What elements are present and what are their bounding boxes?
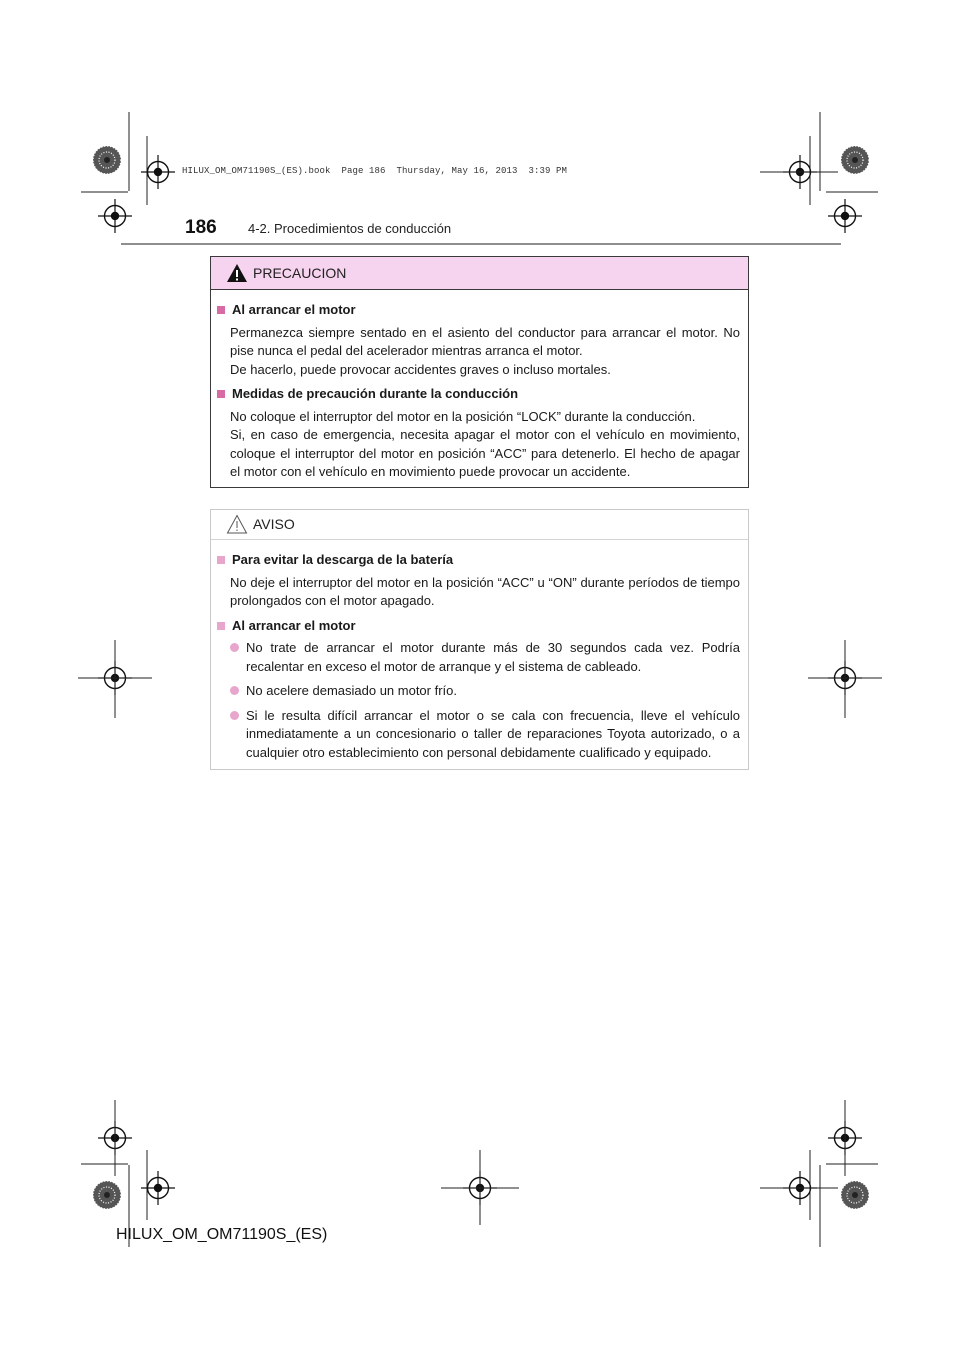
caution-paragraph: De hacerlo, puede provocar accidentes graves o incluso mortales. bbox=[230, 361, 611, 377]
book-info-line: HILUX_OM_OM71190S_(ES).book Page 186 Thursday, May 16, 2013 3:39 PM bbox=[182, 166, 568, 176]
registration-target-icon bbox=[141, 1171, 175, 1205]
notice-item bbox=[217, 617, 740, 763]
caution-item bbox=[217, 301, 740, 379]
caution-title: PRECAUCION bbox=[253, 265, 347, 281]
registration-target-icon bbox=[98, 199, 132, 233]
notice-bullet-text: No trate de arrancar el motor durante más de 30 segundos cada vez. Podría recalentar en exceso el motor de arranque y el sistema de cableado. bbox=[246, 640, 740, 674]
caution-paragraph: Permanezca siempre sentado en el asiento del conductor para arrancar el motor. No pise nunca el pedal del acelerador mientras arranca el motor. bbox=[230, 324, 740, 358]
notice-title: AVISO bbox=[253, 516, 295, 532]
caution-paragraph: No coloque el interruptor del motor en la posición “LOCK” durante la conducción. bbox=[230, 408, 696, 424]
page-number: 186 bbox=[185, 217, 217, 238]
caution-item-heading: Medidas de precaución durante la conducción bbox=[232, 386, 519, 401]
square-bullet-icon bbox=[217, 390, 225, 398]
notice-bullet bbox=[230, 707, 740, 763]
round-bullet-icon bbox=[230, 711, 239, 720]
round-bullet-icon bbox=[230, 643, 239, 652]
notice-bullet bbox=[230, 639, 740, 676]
notice-box bbox=[210, 509, 749, 770]
notice-item-heading: Para evitar la descarga de la batería bbox=[232, 552, 454, 567]
notice-paragraph: No deje el interruptor del motor en la posición “ACC” u “ON” durante períodos de tiempo prolongados con el motor apagado. bbox=[230, 574, 740, 608]
notice-bullet-text: Si le resulta difícil arrancar el motor o se cala con frecuencia, lleve el vehículo inmediatamente a un concesionario o taller de reparaciones Toyota autorizado, o a cualquier otro establecimiento con personal debidamente cualificado y equipado. bbox=[246, 707, 740, 760]
caution-box bbox=[210, 256, 749, 488]
starburst-mark-icon bbox=[93, 146, 121, 174]
notice-bullet bbox=[230, 682, 740, 701]
notice-item bbox=[217, 551, 740, 611]
notice-header bbox=[211, 510, 748, 540]
square-bullet-icon bbox=[217, 556, 225, 564]
caution-item bbox=[217, 385, 740, 482]
caution-item-heading: Al arrancar el motor bbox=[232, 302, 356, 317]
footer-doc-code: HILUX_OM_OM71190S_(ES) bbox=[116, 1226, 328, 1243]
notice-item-heading: Al arrancar el motor bbox=[232, 617, 356, 633]
registration-target-icon bbox=[828, 199, 862, 233]
starburst-mark-icon bbox=[93, 1181, 121, 1209]
caution-outline-triangle-icon bbox=[226, 514, 248, 534]
header-rule bbox=[121, 243, 841, 245]
registration-target-icon bbox=[141, 155, 175, 189]
section-title: 4-2. Procedimientos de conducción bbox=[248, 221, 452, 236]
caution-header bbox=[211, 257, 748, 290]
round-bullet-icon bbox=[230, 686, 239, 695]
notice-bullet-text: No acelere demasiado un motor frío. bbox=[246, 683, 457, 698]
warning-triangle-icon bbox=[226, 263, 248, 283]
caution-paragraph: Si, en caso de emergencia, necesita apagar el motor con el vehículo en movimiento, coloque el interruptor del motor en posición “ACC” para detenerlo. El hecho de apagar el motor con el vehículo en movimiento puede provocar un accidente. bbox=[230, 427, 740, 479]
starburst-mark-icon bbox=[841, 146, 869, 174]
square-bullet-icon bbox=[217, 622, 225, 630]
square-bullet-icon bbox=[217, 306, 225, 314]
starburst-mark-icon bbox=[841, 1181, 869, 1209]
